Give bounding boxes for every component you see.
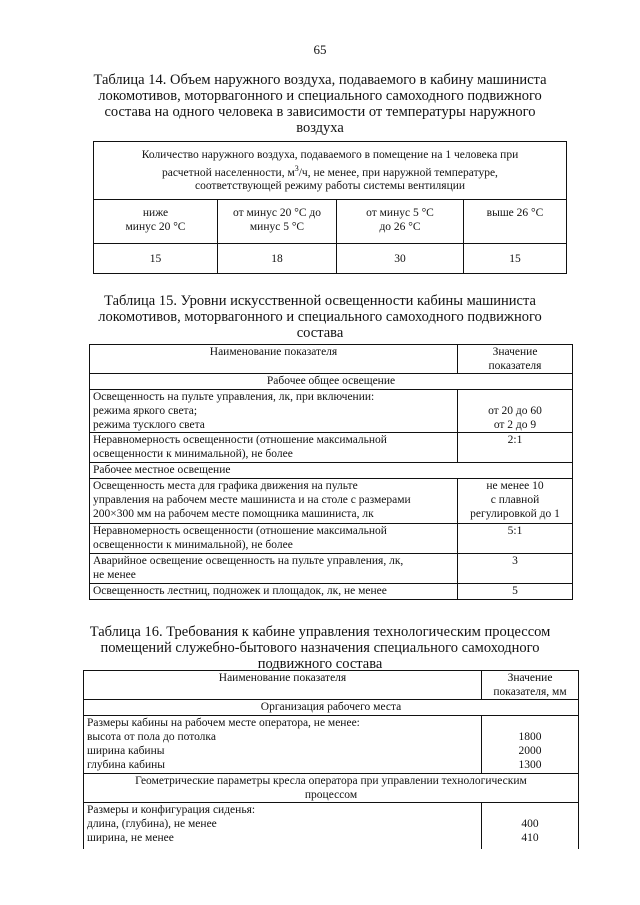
table-16-caption	[60, 624, 580, 672]
t16-row-name: Размеры кабины на рабочем месте оператора, не менее: высота от пола до потолка ширина кабины глубина кабины	[84, 716, 482, 774]
caption-line: Таблица 16. Требования к кабине управления технологическим процессом	[89, 624, 551, 640]
page-number: 65	[313, 42, 327, 57]
t16-row-value: 1800 2000 1300	[482, 716, 579, 774]
t15-row-name: Освещенность места для графика движения на пульте управления на рабочем месте машиниста и на столе с размерами 200×300 мм на рабочем месте помощника машиниста, лк	[90, 479, 458, 524]
caption-line: состава на одного человека в зависимости от температуры наружного	[104, 104, 536, 120]
caption-line: локомотивов, моторвагонного и специального самоходного подвижного	[98, 309, 542, 325]
caption-line: Таблица 15. Уровни искусственной освещенности кабины машиниста	[104, 293, 536, 309]
table-15-caption	[60, 293, 580, 341]
t15-row-name: Освещенность лестниц, подножек и площадок, лк, не менее	[90, 584, 458, 600]
t15-row-value: от 20 до 60 от 2 до 9	[458, 390, 573, 433]
t16-section-seat: Геометрические параметры кресла оператора при управлении технологическим процессом	[84, 774, 579, 803]
t15-row-value: 2:1	[458, 433, 573, 463]
t15-row-value: 3	[458, 554, 573, 584]
t15-row-value: 5:1	[458, 524, 573, 554]
t16-section-workplace: Организация рабочего места	[84, 700, 579, 716]
t15-row-name: Неравномерность освещенности (отношение максимальной освещенности к минимальной), не более	[90, 433, 458, 463]
table-15	[89, 344, 573, 600]
t16-head-value: Значение показателя, мм	[482, 671, 579, 700]
caption-line: воздуха	[296, 120, 344, 136]
table-14	[93, 141, 567, 274]
value-cell: 30	[337, 244, 464, 274]
t15-section-local: Рабочее местное освещение	[90, 463, 573, 479]
t15-row-value: 5	[458, 584, 573, 600]
t15-section-general: Рабочее общее освещение	[90, 374, 573, 390]
t15-row-name: Неравномерность освещенности (отношение максимальной освещенности к минимальной), не более	[90, 524, 458, 554]
table-14-caption	[60, 72, 580, 136]
t16-row-name: Размеры и конфигурация сиденья: длина, (глубина), не менее ширина, не менее	[84, 803, 482, 849]
t15-row-value: не менее 10 с плавной регулировкой до 1	[458, 479, 573, 524]
caption-line: помещений служебно-бытового назначения специального самоходного	[100, 640, 540, 656]
t15-row-name: Освещенность на пульте управления, лк, при включении: режима яркого света; режима тусклого света	[90, 390, 458, 433]
caption-line: подвижного состава	[257, 656, 383, 672]
value-cell: 15	[464, 244, 567, 274]
table-14-header: Количество наружного воздуха, подаваемого в помещение на 1 человека при расчетной населенности, $м^3/ч$, не менее, при наружной температуре, соответствующей режиму работы системы вентиляции	[94, 142, 567, 200]
caption-line: Таблица 14. Объем наружного воздуха, подаваемого в кабину машиниста	[93, 72, 547, 88]
col-temp-3: от минус 5 °С до 26 °С	[337, 200, 464, 244]
t15-row-name: Аварийное освещение освещенность на пульте управления, лк, не менее	[90, 554, 458, 584]
col-temp-4: выше 26 °С	[464, 200, 567, 244]
t16-head-name: Наименование показателя	[84, 671, 482, 700]
col-temp-1: ниже минус 20 °С	[94, 200, 218, 244]
value-cell: 18	[218, 244, 337, 274]
value-cell: 15	[94, 244, 218, 274]
t15-head-name: Наименование показателя	[90, 345, 458, 374]
caption-line: состава	[296, 325, 344, 341]
table-16	[83, 670, 579, 849]
caption-line: локомотивов, моторвагонного и специального самоходного подвижного	[98, 88, 542, 104]
t16-row-value: 400 410	[482, 803, 579, 849]
t15-head-value: Значение показателя	[458, 345, 573, 374]
col-temp-2: от минус 20 °С до минус 5 °С	[218, 200, 337, 244]
